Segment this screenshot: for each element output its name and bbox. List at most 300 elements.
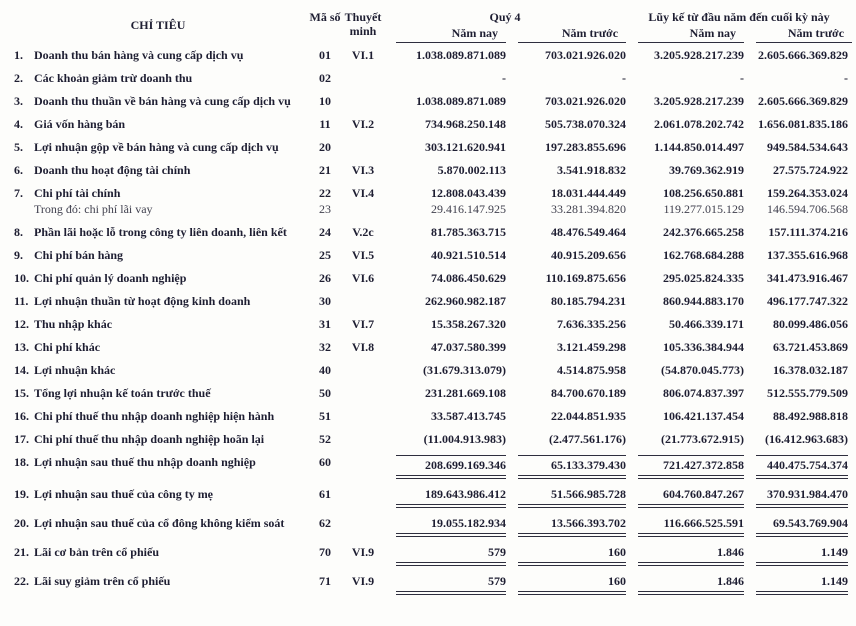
item-cell xyxy=(8,428,308,451)
value-ytd-current: 39.769.362.919 xyxy=(669,163,745,177)
note-cell row-note xyxy=(342,405,384,428)
row-number: 15. xyxy=(14,386,29,400)
table-row xyxy=(8,136,852,159)
q4-prior-cell xyxy=(506,113,626,136)
table-row xyxy=(8,44,852,67)
code-cell xyxy=(308,221,342,244)
row-label: Lợi nhuận thuần từ hoạt động kinh doanh xyxy=(34,294,251,308)
column-header-q4-nam-nay: Năm nay xyxy=(384,25,506,44)
table-row xyxy=(8,90,852,113)
value-ytd-prior: (16.412.963.683) xyxy=(765,432,849,446)
code-cell xyxy=(308,512,342,541)
value-ytd-prior: 157.111.374.216 xyxy=(768,225,849,239)
q4-prior-cell xyxy=(506,221,626,244)
row-number: 3. xyxy=(14,94,23,108)
ytd-current-cell xyxy=(626,483,744,512)
q4-prior-cell xyxy=(506,570,626,599)
ytd-prior-cell xyxy=(744,244,852,267)
q4-current-cell xyxy=(384,483,506,512)
q4-prior-cell xyxy=(506,313,626,336)
table-row xyxy=(8,221,852,244)
table-row xyxy=(8,244,852,267)
column-header-ytd-nam-nay: Năm nay xyxy=(626,25,744,44)
value-q4-current: 19.055.182.934 xyxy=(396,516,506,537)
row-code: 26 xyxy=(319,271,331,285)
ytd-current-cell xyxy=(626,359,744,382)
value-q4-prior: 3.121.459.298 xyxy=(557,340,627,354)
ytd-prior-cell xyxy=(744,313,852,336)
row-label: Tổng lợi nhuận kế toán trước thuế xyxy=(34,386,211,400)
value-ytd-current: 3.205.928.217.239 xyxy=(654,94,745,108)
value-ytd-prior: 341.473.916.467 xyxy=(767,271,849,285)
ytd-prior-cell xyxy=(744,541,852,570)
table-row xyxy=(8,512,852,541)
ytd-prior-cell xyxy=(744,136,852,159)
q4-prior-cell xyxy=(506,182,626,221)
row-label: Chi phí bán hàng xyxy=(34,248,124,262)
value-q4-current: (11.004.913.983) xyxy=(423,432,506,446)
ytd-prior-cell xyxy=(744,113,852,136)
row-label: Các khoản giảm trừ doanh thu xyxy=(34,71,193,85)
note-cell row-note: VI.9 xyxy=(351,574,375,588)
value-ytd-prior: 370.931.984.470 xyxy=(756,487,848,508)
column-header-q4-nam-truoc: Năm trước xyxy=(506,25,626,44)
value-ytd-current: (21.773.672.915) xyxy=(661,432,745,446)
item-cell xyxy=(8,136,308,159)
value-ytd-current: 806.074.837.397 xyxy=(663,386,745,400)
row-code: 51 xyxy=(319,409,331,423)
value-ytd-prior: 1.149 xyxy=(756,545,848,566)
row-code: 31 xyxy=(319,317,331,331)
row-number: 5. xyxy=(14,140,23,154)
value-q4-current: 12.808.043.439 xyxy=(431,186,506,200)
q4-current-cell xyxy=(384,570,506,599)
value-q4-prior: 4.514.875.958 xyxy=(557,363,627,377)
q4-prior-cell xyxy=(506,67,626,90)
row-code: 22 xyxy=(319,186,331,200)
table-row xyxy=(8,570,852,599)
income-statement-table xyxy=(8,6,852,599)
table-row xyxy=(8,428,852,451)
row-sublabel: Trong đó: chi phí lãi vay xyxy=(34,202,153,216)
value-ytd-prior: 16.378.032.187 xyxy=(773,363,849,377)
code-cell xyxy=(308,182,342,221)
ytd-current-cell xyxy=(626,428,744,451)
table-body xyxy=(8,44,852,599)
value-q4-current: 303.121.620.941 xyxy=(425,140,506,154)
table-row xyxy=(8,451,852,483)
code-cell xyxy=(308,359,342,382)
value-ytd-current: 721.427.372.858 xyxy=(638,455,744,479)
row-code: 52 xyxy=(319,432,331,446)
value-ytd-current: 604.760.847.267 xyxy=(638,487,744,508)
row-label: Lợi nhuận sau thuế của công ty mẹ xyxy=(34,487,214,501)
table-row xyxy=(8,159,852,182)
ytd-prior-cell xyxy=(744,405,852,428)
value-ytd-current: 1.846 xyxy=(638,574,744,595)
note-cell row-note: VI.1 xyxy=(351,48,375,62)
q4-current-cell xyxy=(384,44,506,67)
code-cell xyxy=(308,67,342,90)
ytd-current-cell xyxy=(626,541,744,570)
note-cell row-note xyxy=(342,90,384,113)
item-cell xyxy=(8,267,308,290)
value-q4-current: 189.643.986.412 xyxy=(396,487,506,508)
value-ytd-prior: 159.264.353.024 xyxy=(767,186,849,200)
value-ytd-current: 116.666.525.591 xyxy=(638,516,744,537)
q4-current-cell xyxy=(384,336,506,359)
row-number: 4. xyxy=(14,117,23,131)
note-cell row-note: VI.2 xyxy=(351,117,375,131)
ytd-prior-cell xyxy=(744,44,852,67)
value-ytd-current: 106.421.137.454 xyxy=(663,409,745,423)
code-cell xyxy=(308,244,342,267)
item-cell xyxy=(8,182,308,221)
value-q4-prior: 197.283.855.696 xyxy=(545,140,627,154)
note-cell row-note: VI.7 xyxy=(351,317,375,331)
q4-prior-cell xyxy=(506,336,626,359)
row-code: 32 xyxy=(319,340,331,354)
table-row xyxy=(8,290,852,313)
item-cell xyxy=(8,382,308,405)
code-cell xyxy=(308,113,342,136)
row-code: 11 xyxy=(319,117,331,131)
value-q4-current: 1.038.089.871.089 xyxy=(416,48,506,62)
row-label: Chi phí thuế thu nhập doanh nghiệp hoãn lại xyxy=(34,432,265,446)
q4-prior-cell xyxy=(506,267,626,290)
value-q4-current: 5.870.002.113 xyxy=(437,163,506,177)
ytd-prior-cell xyxy=(744,182,852,221)
note-cell row-note xyxy=(342,136,384,159)
q4-current-cell xyxy=(384,67,506,90)
value-q4-prior: 80.185.794.231 xyxy=(551,294,627,308)
value-ytd-current: 3.205.928.217.239 xyxy=(654,48,745,62)
row-label: Chi phí thuế thu nhập doanh nghiệp hiện hành xyxy=(34,409,275,423)
value-ytd-prior: 2.605.666.369.829 xyxy=(758,48,849,62)
row-number: 7. xyxy=(14,186,23,200)
subvalue-q4-current: 29.416.147.925 xyxy=(431,202,506,216)
value-q4-prior: 13.566.393.702 xyxy=(518,516,626,537)
row-code: 70 xyxy=(319,545,331,559)
q4-prior-cell xyxy=(506,382,626,405)
column-header-ytd-nam-truoc: Năm trước xyxy=(744,25,852,44)
ytd-current-cell xyxy=(626,570,744,599)
subvalue-q4-prior: 33.281.394.820 xyxy=(551,202,627,216)
value-ytd-prior: 88.492.988.818 xyxy=(773,409,849,423)
value-ytd-prior: - xyxy=(844,71,849,85)
q4-current-cell xyxy=(384,541,506,570)
row-number: 6. xyxy=(14,163,23,177)
q4-current-cell xyxy=(384,382,506,405)
value-ytd-current: - xyxy=(740,71,745,85)
value-q4-prior: 110.169.875.656 xyxy=(545,271,627,285)
note-cell row-note: V.2c xyxy=(352,225,374,239)
ytd-current-cell xyxy=(626,113,744,136)
value-q4-prior: 703.021.926.020 xyxy=(545,48,627,62)
value-q4-prior: 65.133.379.430 xyxy=(518,455,626,479)
row-number: 21. xyxy=(14,545,29,559)
ytd-prior-cell xyxy=(744,221,852,244)
code-cell xyxy=(308,451,342,483)
ytd-prior-cell xyxy=(744,382,852,405)
value-q4-current: 40.921.510.514 xyxy=(431,248,506,262)
row-label: Chi phí tài chính xyxy=(34,186,121,200)
note-cell row-note: VI.6 xyxy=(351,271,375,285)
q4-prior-cell xyxy=(506,541,626,570)
ytd-prior-cell xyxy=(744,570,852,599)
ytd-current-cell xyxy=(626,159,744,182)
value-q4-prior: - xyxy=(622,71,627,85)
value-ytd-prior: 512.555.779.509 xyxy=(767,386,849,400)
row-number: 17. xyxy=(14,432,29,446)
code-cell xyxy=(308,290,342,313)
item-cell xyxy=(8,159,308,182)
value-ytd-current: 105.336.384.944 xyxy=(663,340,745,354)
table-row xyxy=(8,359,852,382)
q4-current-cell xyxy=(384,359,506,382)
value-q4-current: 81.785.363.715 xyxy=(431,225,506,239)
ytd-current-cell xyxy=(626,512,744,541)
subvalue-ytd-current: 119.277.015.129 xyxy=(663,202,745,216)
note-cell row-note xyxy=(342,451,384,483)
value-q4-prior: (2.477.561.176) xyxy=(549,432,627,446)
row-code: 50 xyxy=(319,386,331,400)
note-cell row-note xyxy=(342,483,384,512)
code-cell xyxy=(308,382,342,405)
value-ytd-prior: 440.475.754.374 xyxy=(756,455,848,479)
row-code: 01 xyxy=(319,48,331,62)
item-cell xyxy=(8,313,308,336)
row-code: 20 xyxy=(319,140,331,154)
value-ytd-current: 108.256.650.881 xyxy=(663,186,745,200)
note-cell row-note xyxy=(342,428,384,451)
row-label: Giá vốn hàng bán xyxy=(34,117,126,131)
value-q4-current: 262.960.982.187 xyxy=(425,294,506,308)
table-row xyxy=(8,382,852,405)
ytd-prior-cell xyxy=(744,159,852,182)
value-q4-prior: 51.566.985.728 xyxy=(518,487,626,508)
q4-current-cell xyxy=(384,136,506,159)
value-q4-current: (31.679.313.079) xyxy=(423,363,506,377)
ytd-current-cell xyxy=(626,451,744,483)
item-cell xyxy=(8,336,308,359)
value-ytd-prior: 69.543.769.904 xyxy=(756,516,848,537)
code-cell xyxy=(308,336,342,359)
row-number: 14. xyxy=(14,363,29,377)
q4-prior-cell xyxy=(506,290,626,313)
value-q4-prior: 22.044.851.935 xyxy=(551,409,627,423)
ytd-current-cell xyxy=(626,182,744,221)
ytd-current-cell xyxy=(626,336,744,359)
table-row xyxy=(8,405,852,428)
row-number: 10. xyxy=(14,271,29,285)
q4-current-cell xyxy=(384,244,506,267)
q4-prior-cell xyxy=(506,244,626,267)
value-q4-current: 231.281.669.108 xyxy=(425,386,506,400)
value-q4-prior: 505.738.070.324 xyxy=(545,117,627,131)
value-ytd-prior: 63.721.453.869 xyxy=(773,340,849,354)
row-code: 10 xyxy=(319,94,331,108)
q4-current-cell xyxy=(384,405,506,428)
value-q4-prior: 160 xyxy=(518,545,626,566)
q4-prior-cell xyxy=(506,483,626,512)
item-cell xyxy=(8,290,308,313)
ytd-prior-cell xyxy=(744,428,852,451)
value-ytd-prior: 1.149 xyxy=(756,574,848,595)
ytd-prior-cell xyxy=(744,67,852,90)
item-cell xyxy=(8,483,308,512)
ytd-current-cell xyxy=(626,44,744,67)
note-cell row-note xyxy=(342,290,384,313)
value-q4-current: 579 xyxy=(396,574,506,595)
item-cell xyxy=(8,113,308,136)
q4-prior-cell xyxy=(506,159,626,182)
note-cell row-note: VI.4 xyxy=(351,186,375,200)
value-ytd-prior: 2.605.666.369.829 xyxy=(758,94,849,108)
row-code: 02 xyxy=(319,71,331,85)
q4-prior-cell xyxy=(506,428,626,451)
row-subcode: 23 xyxy=(319,202,331,216)
ytd-current-cell xyxy=(626,244,744,267)
ytd-prior-cell xyxy=(744,359,852,382)
row-label: Doanh thu thuần về bán hàng và cung cấp dịch vụ xyxy=(34,94,291,108)
item-cell xyxy=(8,451,308,483)
row-label: Lợi nhuận khác xyxy=(34,363,116,377)
row-number: 22. xyxy=(14,574,29,588)
q4-prior-cell xyxy=(506,451,626,483)
row-code: 25 xyxy=(319,248,331,262)
item-cell xyxy=(8,221,308,244)
ytd-prior-cell xyxy=(744,90,852,113)
value-ytd-current: 50.466.339.171 xyxy=(669,317,745,331)
ytd-current-cell xyxy=(626,221,744,244)
row-code: 60 xyxy=(319,455,331,469)
value-q4-prior: 3.541.918.832 xyxy=(557,163,627,177)
table-row xyxy=(8,267,852,290)
column-header-luy-ke: Lũy kế từ đầu năm đến cuối kỳ này xyxy=(648,10,830,24)
code-cell xyxy=(308,159,342,182)
row-code: 24 xyxy=(319,225,331,239)
subvalue-ytd-prior: 146.594.706.568 xyxy=(767,202,849,216)
code-cell xyxy=(308,44,342,67)
column-header-chi-tieu: CHỈ TIÊU xyxy=(130,18,186,32)
value-ytd-current: (54.870.045.773) xyxy=(661,363,745,377)
table-row xyxy=(8,113,852,136)
code-cell xyxy=(308,541,342,570)
item-cell xyxy=(8,90,308,113)
value-q4-current: 208.699.169.346 xyxy=(396,455,506,479)
value-q4-current: 15.358.267.320 xyxy=(431,317,506,331)
ytd-prior-cell xyxy=(744,336,852,359)
column-header-quy-4: Quý 4 xyxy=(489,10,521,24)
value-ytd-prior: 137.355.616.968 xyxy=(767,248,849,262)
row-label: Chi phí khác xyxy=(34,340,101,354)
table-row xyxy=(8,336,852,359)
value-ytd-current: 295.025.824.335 xyxy=(663,271,745,285)
code-cell xyxy=(308,136,342,159)
ytd-prior-cell xyxy=(744,512,852,541)
value-ytd-current: 162.768.684.288 xyxy=(663,248,745,262)
row-label: Lợi nhuận sau thuế của cổ đông không kiểm soát xyxy=(34,516,285,530)
ytd-current-cell xyxy=(626,290,744,313)
value-ytd-current: 1.144.850.014.497 xyxy=(654,140,745,154)
column-header-ma-so: Mã số xyxy=(309,10,341,24)
table-row xyxy=(8,541,852,570)
row-code: 40 xyxy=(319,363,331,377)
ytd-current-cell xyxy=(626,313,744,336)
row-label: Phần lãi hoặc lỗ trong công ty liên doanh, liên kết xyxy=(34,225,287,239)
note-cell row-note xyxy=(342,512,384,541)
item-cell xyxy=(8,44,308,67)
row-number: 11. xyxy=(14,294,29,308)
value-q4-prior: 40.915.209.656 xyxy=(551,248,627,262)
note-cell row-note xyxy=(342,67,384,90)
note-cell row-note: VI.8 xyxy=(351,340,375,354)
note-cell row-note xyxy=(342,359,384,382)
value-q4-current: 33.587.413.745 xyxy=(431,409,506,423)
row-number: 13. xyxy=(14,340,29,354)
code-cell xyxy=(308,570,342,599)
row-label: Lãi cơ bản trên cổ phiếu xyxy=(34,545,159,559)
value-q4-current: 47.037.580.399 xyxy=(431,340,506,354)
code-cell xyxy=(308,90,342,113)
value-q4-current: 579 xyxy=(396,545,506,566)
q4-current-cell xyxy=(384,290,506,313)
ytd-current-cell xyxy=(626,67,744,90)
row-label: Thu nhập khác xyxy=(34,317,113,331)
item-cell xyxy=(8,570,308,599)
value-ytd-prior: 496.177.747.322 xyxy=(767,294,849,308)
item-cell xyxy=(8,359,308,382)
value-ytd-current: 242.376.665.258 xyxy=(663,225,745,239)
q4-current-cell xyxy=(384,113,506,136)
item-cell xyxy=(8,405,308,428)
ytd-current-cell xyxy=(626,136,744,159)
value-ytd-current: 1.846 xyxy=(638,545,744,566)
q4-current-cell xyxy=(384,267,506,290)
code-cell xyxy=(308,313,342,336)
row-label: Lợi nhuận sau thuế thu nhập doanh nghiệp xyxy=(34,455,256,469)
row-number: 20. xyxy=(14,516,29,530)
code-cell xyxy=(308,483,342,512)
q4-current-cell xyxy=(384,159,506,182)
row-number: 18. xyxy=(14,455,29,469)
value-q4-prior: 84.700.670.189 xyxy=(551,386,627,400)
row-number: 2. xyxy=(14,71,23,85)
q4-current-cell xyxy=(384,221,506,244)
note-cell row-note: VI.5 xyxy=(351,248,375,262)
q4-prior-cell xyxy=(506,512,626,541)
row-label: Doanh thu hoạt động tài chính xyxy=(34,163,191,177)
q4-prior-cell xyxy=(506,405,626,428)
q4-current-cell xyxy=(384,313,506,336)
item-cell xyxy=(8,541,308,570)
row-code: 71 xyxy=(319,574,331,588)
item-cell xyxy=(8,67,308,90)
code-cell xyxy=(308,428,342,451)
note-cell row-note: VI.3 xyxy=(351,163,375,177)
q4-prior-cell xyxy=(506,359,626,382)
ytd-prior-cell xyxy=(744,290,852,313)
ytd-prior-cell xyxy=(744,483,852,512)
table-row xyxy=(8,483,852,512)
table-header xyxy=(8,6,852,44)
q4-current-cell xyxy=(384,428,506,451)
q4-prior-cell xyxy=(506,90,626,113)
table-row xyxy=(8,313,852,336)
value-q4-current: 1.038.089.871.089 xyxy=(416,94,506,108)
value-q4-prior: 18.031.444.449 xyxy=(551,186,627,200)
